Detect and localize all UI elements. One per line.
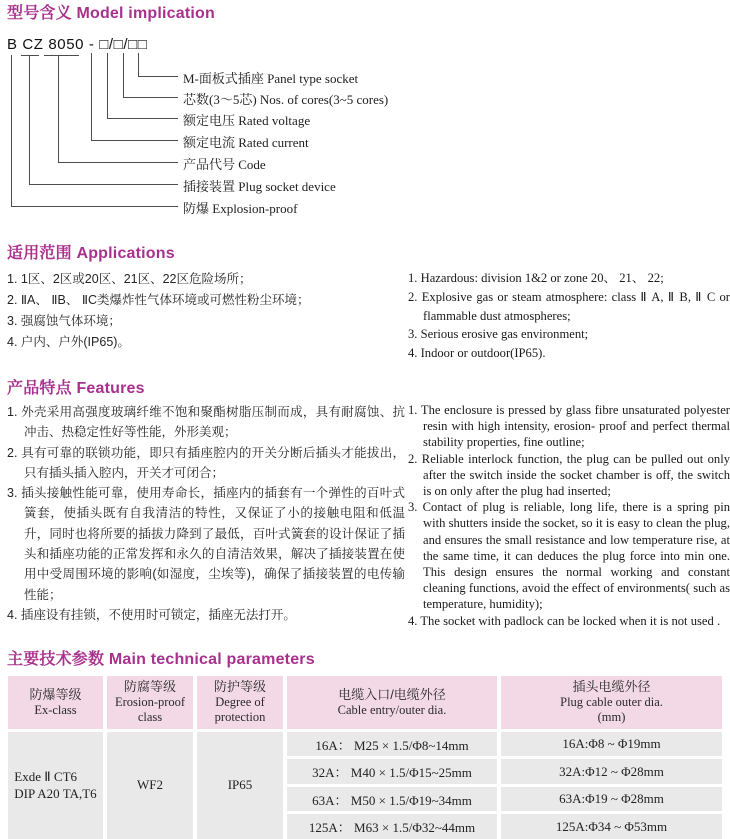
model-code-diagram xyxy=(0,36,730,217)
diagram-line xyxy=(138,53,139,77)
header-label-zh: 防腐等级 xyxy=(123,679,176,695)
model-section-heading: 型号含义 Model implication xyxy=(7,5,215,22)
list-item: 3. Contact of plug is reliable, long life, there is a spring pin with shutters inside the socket, so it is easy to clean the plug, and ensures the small resistance and low temperature rise, at the same time, it can deduces the plug force into min one. This design ensures the normal working and constant cleaning functions, avoid the effect of environments( such as temperature, humidity); xyxy=(408,500,730,612)
diagram-line xyxy=(91,140,178,141)
table-cell-cable-entry-16a: 16A： M25 × 1.5/Φ8~14mm xyxy=(287,732,497,757)
table-cell-protection xyxy=(197,732,283,839)
applications-list-zh xyxy=(7,269,405,353)
list-item: 1. The enclosure is pressed by glass fibre unsaturated polyester resin with high intensity, erosion- proof and perfect thermal stability properties, fine outline; xyxy=(408,402,730,450)
diagram-label-rated-voltage: 额定电压 Rated voltage xyxy=(183,113,311,128)
list-item: 2. ⅡA、 ⅡB、 ⅡC类爆炸性气体环境或可燃性粉尘环境； xyxy=(7,293,310,307)
header-label-en: Degree of xyxy=(215,695,265,710)
features-list-en xyxy=(408,402,730,629)
table-header-plug-cable xyxy=(501,676,722,729)
header-label-en: Cable entry/outer dia. xyxy=(337,702,447,717)
table-header-protection xyxy=(197,676,283,729)
diagram-line xyxy=(123,53,124,98)
diagram-label-panel-socket: M-面板式插座 Panel type socket xyxy=(183,71,359,86)
table-cell-ex-class xyxy=(8,732,103,839)
table-cell-plug-cable-32a: 32A:Φ12 ~ Φ28mm xyxy=(501,759,722,784)
table-cell-plug-cable-63a: 63A:Φ19 ~ Φ28mm xyxy=(501,787,722,812)
diagram-underline xyxy=(44,55,79,56)
diagram-line xyxy=(58,55,59,163)
header-label-en: Ex-class xyxy=(34,702,77,717)
list-item: 1. 1区、2区或20区、21区、22区危险场所； xyxy=(7,272,252,286)
header-label-zh: 插头电缆外径 xyxy=(572,679,651,695)
diagram-line xyxy=(91,53,92,141)
list-item: 4. 插座设有挂锁，不使用时可锁定，插座无法打开。 xyxy=(7,607,296,622)
table-cell-plug-cable-125a: 125A:Φ34 ~ Φ53mm xyxy=(501,814,722,839)
list-item: 4. 户内、户外(IP65)。 xyxy=(7,335,130,349)
diagram-underline xyxy=(21,55,39,56)
diagram-line xyxy=(29,55,30,185)
parameters-section-heading: 主要技术参数 Main technical parameters xyxy=(7,650,315,668)
diagram-label-code: 产品代号 Code xyxy=(183,157,266,172)
parameters-table xyxy=(8,676,722,839)
ex-class-value-line2: DIP A20 TA,T6 xyxy=(14,786,97,802)
table-cell-plug-cable-16a: 16A:Φ8 ~ Φ19mm xyxy=(501,732,722,757)
header-label-zh: 防爆等级 xyxy=(29,686,82,702)
list-item: 4. Indoor or outdoor(IP65). xyxy=(408,346,546,361)
features-list-zh xyxy=(7,402,405,625)
table-cell-cable-entry-63a: 63A： M50 × 1.5/Φ19~34mm xyxy=(287,787,497,812)
diagram-line xyxy=(107,118,178,119)
erosion-class-value: WF2 xyxy=(137,777,163,793)
list-item: 3. 插头接触性能可靠，使用寿命长，插座内的插套有一个弹性的百叶式簧套，使插头既有自我清洁的特性，又保证了小的接触电阻和低温升，同时也将所要的插拔力降到了最低，百叶式簧套的设计保证了插头和插座功能的正常发挥和永久的自清洁效果，解决了插接装置在使用中受周围环境的影响(如湿度，尘埃等)，确保了插接装置的电传输性能； xyxy=(7,486,405,602)
features-columns xyxy=(0,402,730,648)
list-item: 1. 外壳采用高强度玻璃纤维不饱和聚酯树脂压制而成，具有耐腐蚀、抗冲击、热稳定性好等性能，外形美观； xyxy=(7,404,405,440)
table-cable-entry-rows xyxy=(287,732,497,839)
table-cell-erosion-class xyxy=(107,732,193,839)
diagram-line xyxy=(58,162,178,163)
features-section-heading: 产品特点 Features xyxy=(7,379,145,397)
applications-list-en xyxy=(408,269,730,363)
protection-value: IP65 xyxy=(227,777,253,793)
header-label-en: Erosion-proof xyxy=(114,695,186,710)
header-label-en: Plug cable outer dia. xyxy=(560,695,663,710)
diagram-line xyxy=(107,53,108,119)
diagram-label-cores: 芯数(3～5芯) Nos. of cores(3~5 cores) xyxy=(183,92,389,107)
list-item: 3. Serious erosive gas environment; xyxy=(408,327,589,342)
header-label-en: (mm) xyxy=(597,710,626,725)
diagram-line xyxy=(29,184,178,185)
header-label-zh: 防护等级 xyxy=(213,679,266,695)
diagram-label-rated-current: 额定电流 Rated current xyxy=(183,135,309,150)
list-item: 4. The socket with padlock can be locked when it is not used . xyxy=(408,613,721,628)
table-header-erosion-class xyxy=(107,676,193,729)
ex-class-value-line1: Exde Ⅱ CT6 xyxy=(14,769,78,785)
diagram-line xyxy=(11,55,12,207)
table-header-ex-class xyxy=(8,676,103,729)
list-item: 2. Reliable interlock function, the plug can be pulled out only after the switch inside the socket chamber is off, the switch is on only after the plug had inserted; xyxy=(408,451,730,498)
diagram-line xyxy=(11,206,178,207)
applications-section-heading: 适用范围 Applications xyxy=(7,245,175,262)
list-item: 2. 具有可靠的联锁功能，即只有插座腔内的开关分断后插头才能拔出，只有插头插入腔内，开关才可闭合； xyxy=(7,445,405,480)
table-header-cable-entry xyxy=(287,676,497,729)
list-item: 1. Hazardous: division 1&2 or zone 20、 21、 22; xyxy=(408,271,664,285)
table-plug-cable-rows xyxy=(501,732,722,839)
diagram-label-plug-device: 插接装置 Plug socket device xyxy=(183,179,336,194)
header-label-en: protection xyxy=(214,710,266,725)
list-item: 2. Explosive gas or steam atmosphere: class Ⅱ A, Ⅱ B, Ⅱ C or flammable dust atmospheres; xyxy=(408,289,730,323)
model-code: B CZ 8050 - □/□/□□ xyxy=(7,36,148,53)
applications-columns xyxy=(0,269,730,363)
list-item: 3. 强腐蚀气体环境； xyxy=(7,314,121,328)
table-cell-cable-entry-125a: 125A： M63 × 1.5/Φ32~44mm xyxy=(287,814,497,839)
diagram-line xyxy=(123,97,178,98)
header-label-en: class xyxy=(137,710,163,725)
diagram-label-explosion-proof: 防爆 Explosion-proof xyxy=(183,201,298,216)
table-cell-cable-entry-32a: 32A： M40 × 1.5/Φ15~25mm xyxy=(287,759,497,784)
header-label-zh: 电缆入口/电缆外径 xyxy=(338,686,446,702)
diagram-line xyxy=(138,76,178,77)
